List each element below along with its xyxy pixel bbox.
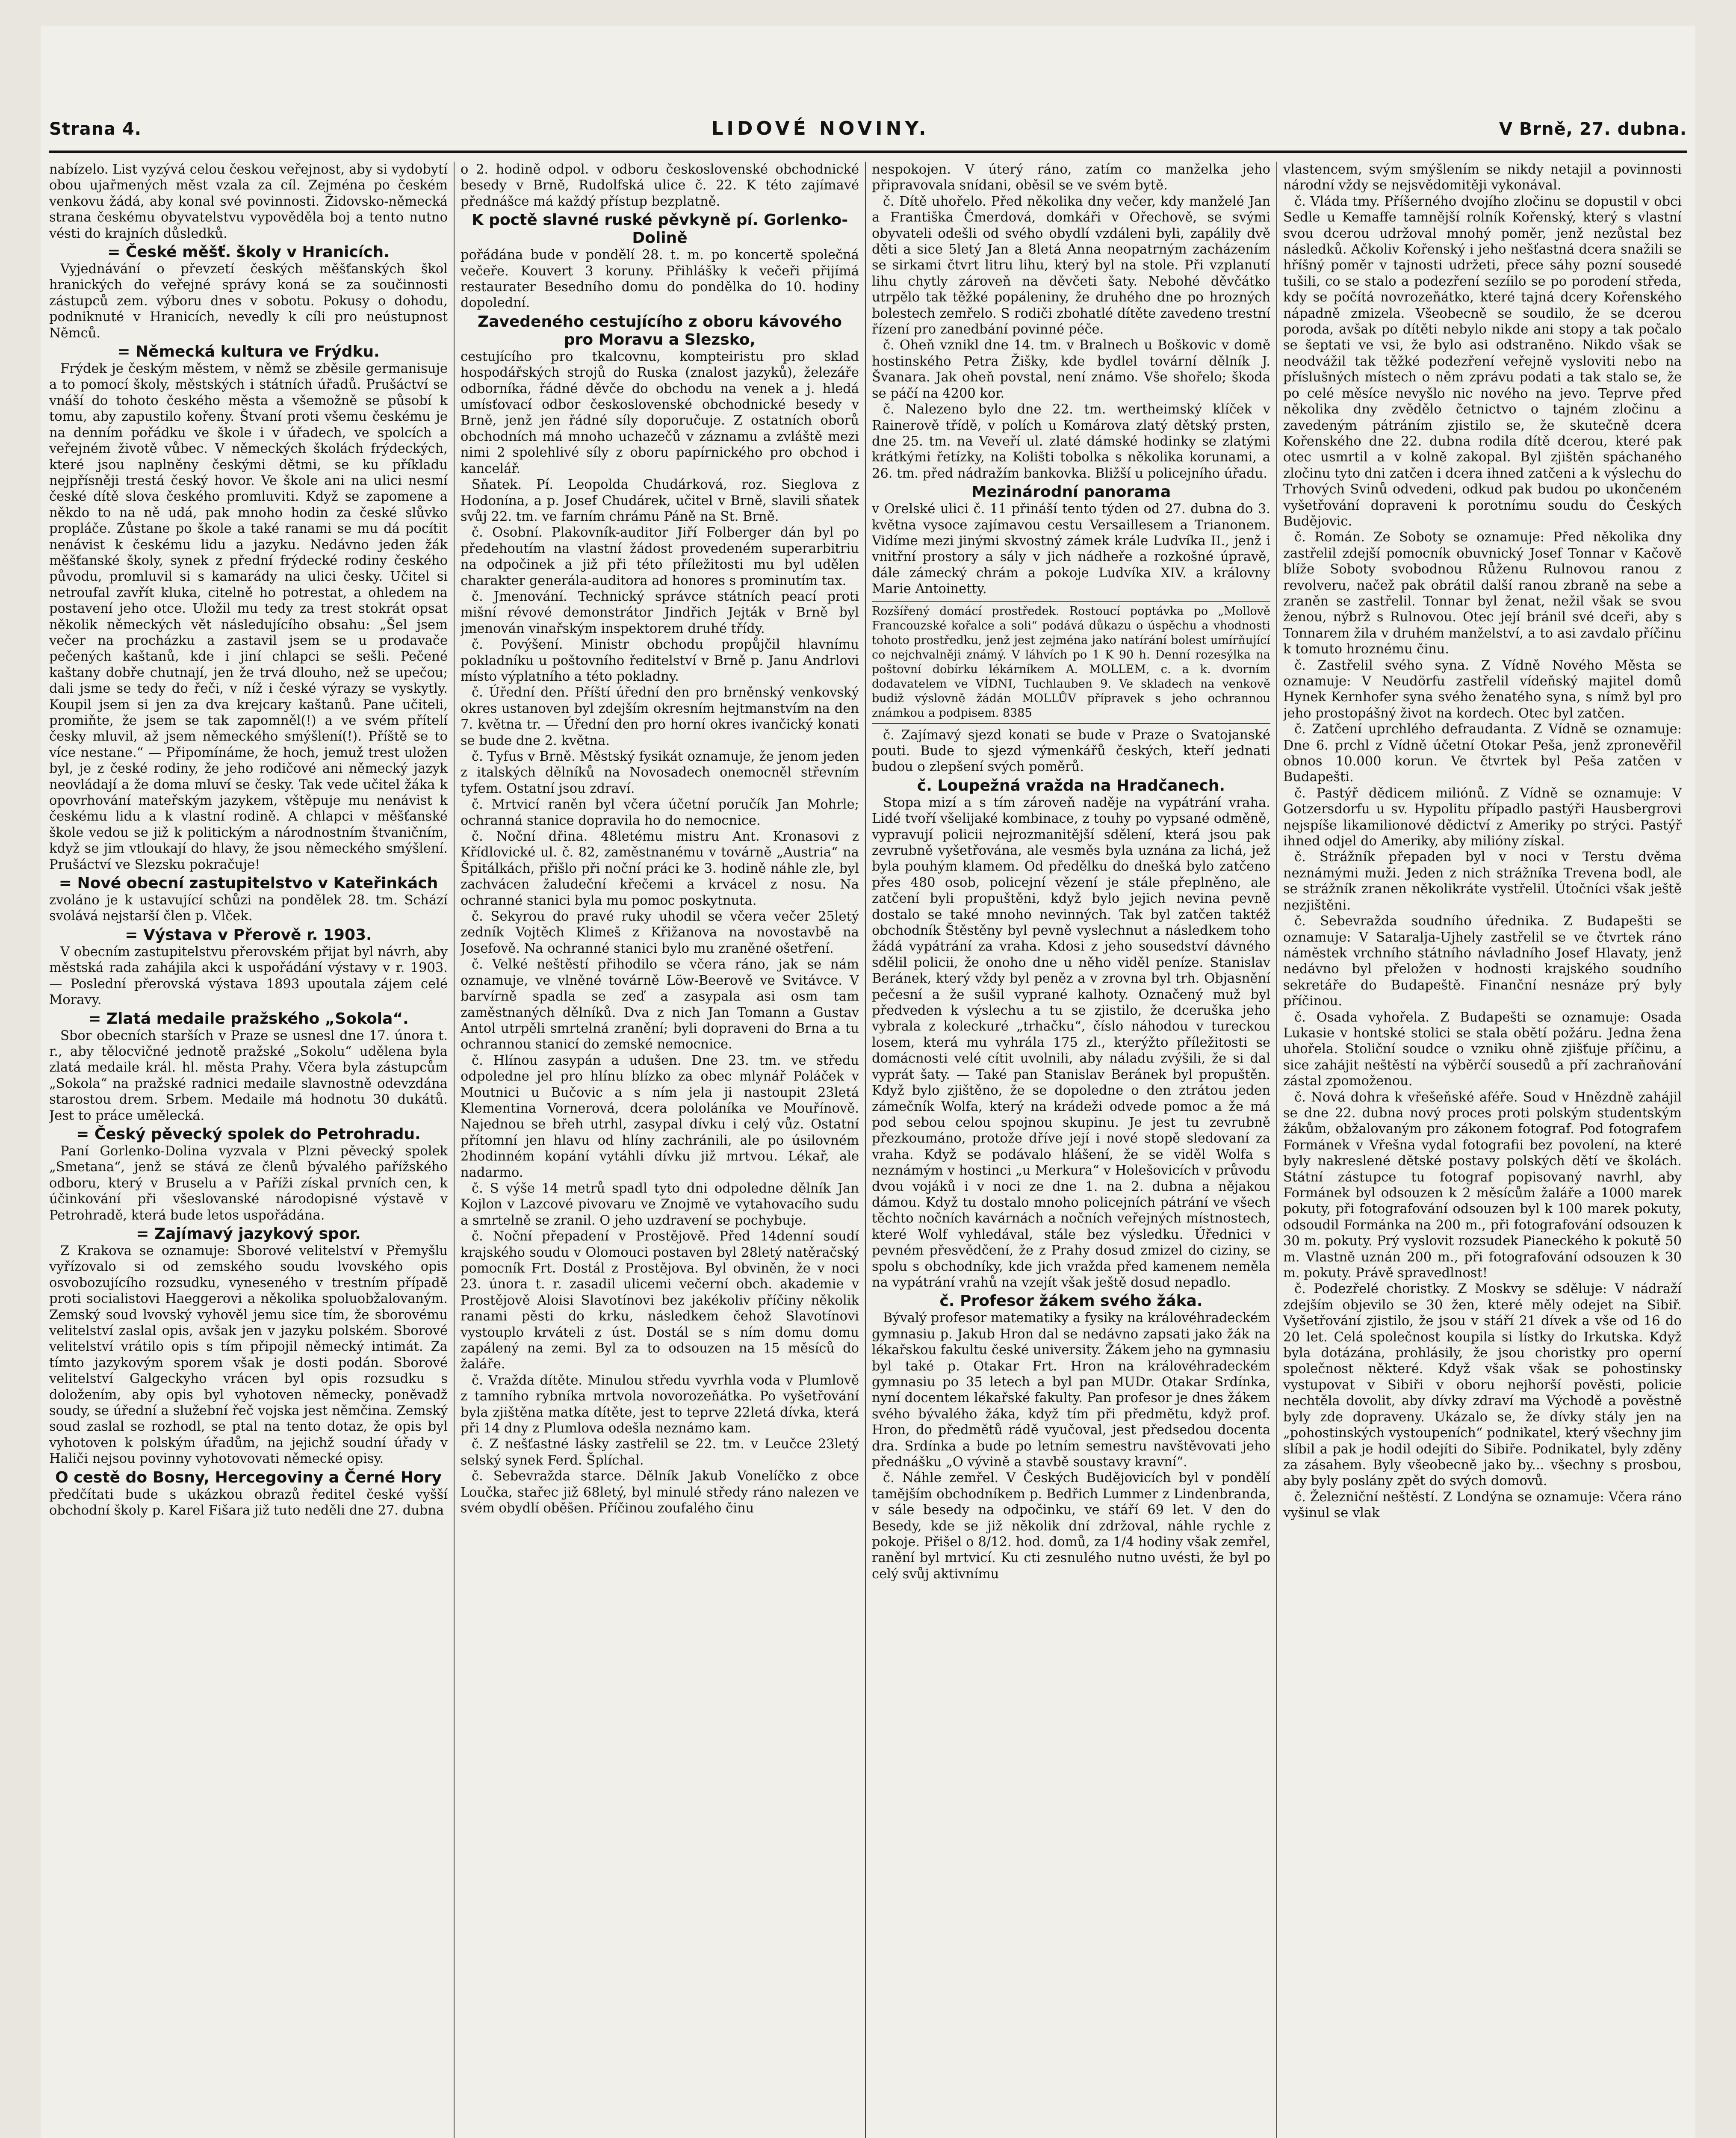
article-paragraph: č. Pastýř dědicem miliónů. Z Vídně se oznamuje: V Gotzersdorfu u sv. Hypolitu případlo pastýři Hausbergrovi nejspíše likamilionové dědictví z Ameriky po strýci. Pastýř ihned odjel do Ameriky, aby milióny získal. [1283, 786, 1682, 849]
article-paragraph: Sbor obecních starších v Praze se usnesl dne 17. února t. r., aby tělocvičné jednotě pražské „Sokolu“ udělena byla zlatá medaile král. hl. města Prahy. Včera byla zástupcům „Sokola“ na pražské radnici medaile slavnostně odevzdána starostou drem. Srbem. Medaile má hodnotu 30 dukátů. Jest to práce umělecká. [49, 1028, 448, 1123]
article-paragraph: č. Noční dřina. 48letému mistru Ant. Kronasovi z Křídlovické ul. č. 82, zaměstnanému v továrně „Austria“ na Špitálkách, přišlo při noční práci ke 3. hodině náhle zle, byl zachvácen žaludeční křečemi a krvácel z nosu. Na ochranné stanici byla mu pomoc poskytnuta. [461, 829, 859, 908]
article-heading: Zavedeného cestujícího z oboru kávového pro Moravu a Slezsko, [478, 313, 842, 348]
article-paragraph: č. Jmenování. Technický správce státních peací proti mišní révové demonstrátor Jindřich Jejták v Brně byl jmenován vinařským inspektorem druhé třídy. [461, 589, 859, 636]
column-1 [49, 162, 448, 2138]
header-rule [49, 151, 1687, 153]
article-heading: K poctě slavné ruské pěvkyně pí. Gorlenko-Dolině [471, 211, 848, 247]
article-paragraph: č. Zajímavý sjezd konati se bude v Praze o Svatojanské pouti. Bude to sjezd výmenkářů českých, kteří jednati budou o zlepšení svých poměrů. [872, 727, 1270, 775]
article-paragraph: č. Železniční neštěstí. Z Londýna se oznamuje: Včera ráno vyšinul se vlak [1283, 1489, 1682, 1521]
column-3 [872, 162, 1270, 2138]
article-paragraph: č. Dítě uhořelo. Před několika dny večer, kdy manželé Jan a Františka Čmerdová, domkáři v Ořechově, se svými obyvateli odešli od svého obydlí vzdáleni byli, zapálily dvě děti a sice 5letý Jan a 8letá Anna neopatrným zacházením se sirkami čtvrt litru lihu, který byl na stole. Při vzplanutí lihu chytly zároveň na děvčeti šaty. Nebohé děvčátko utrpělo tak těžké popáleniny, že druhého dne po hrozných bolestech zemřelo. S rodiči zbohatlé dítěte zavedeno trestní řízení pro zanedbání povinné péče. [872, 194, 1270, 337]
article-paragraph: pořádána bude v pondělí 28. t. m. po koncertě společná večeře. Kouvert 3 koruny. Přihlášky k večeři přijímá restaurater Besedního domu do pondělka do 10. hodiny dopolední. [461, 248, 859, 311]
article-heading: č. Profesor žákem svého žáka. [939, 1292, 1203, 1310]
article-paragraph: č. Mrtvicí raněn byl včera účetní poručík Jan Mohrle; ochranná stanice dopravila ho do nemocnice. [461, 797, 859, 828]
article-paragraph: č. Podezřelé choristky. Z Moskvy se sděluje: V nádraží zdejším objevilo se 30 žen, které měly odejet na Sibiř. Vyšetřování zjistilo, že jsou v stáří 21 dívek a vše od 16 do 20 let. Celá společnost koupila si lístky do Irkutska. Když byla dotázána, prohlásily, že jsou choristky pro operní společnost některé. Když však však se pohostinsky vystupovat v Sibiři v oboru nejhorší pověsti, policie nechtěla dovolit, aby dívky zdraví ma Východě a pověstně byly zde dopraveny. Ukázalo se, že dívky stály jen na „pohostinských vystoupeních“ podnikatel, který všechny jim slíbil a pak je hodil odejíti do Sibiře. Podnikatel, byly zděny za zásahem. Byly všeobecně jako by... všechny s prosbou, aby byly poslány zpět do svých domovů. [1283, 1282, 1682, 1489]
article-paragraph: č. Hlínou zasypán a udušen. Dne 23. tm. ve středu odpoledne jel pro hlínu blízko za obec mlynář Poláček v Moutnici u Bučovic a s ním jela ji nastoupit 23letá Klementina Vornerová, dcera pololáníka ve Mouřínově. Najednou se břeh utrhl, zasypal dívku i celý vůz. Ostatní přítomní jen hlavu od hlíny zachránili, ale po úsilovném 2hodinném kopání vytáhli dívku již mrtvou. Lékař, ale nadarmo. [461, 1053, 859, 1180]
article-paragraph: o 2. hodině odpol. v odboru československé obchodnické besedy v Brně, Rudolfská ulice č. 22. K této zajímavé přednášce má každý přístup bezplatně. [461, 162, 859, 209]
article-paragraph: č. Sebevražda soudního úřednika. Z Budapešti se oznamuje: V Sataralja-Ujhely zastřelil se ve čtvrtek ráno náměstek vrchního státního návladního Josef Hlavaty, jenž nedávno byl přeložen v hodnosti krajského soudního sekretáře do Budapeště. Finanční nesnáze prý byly příčinou. [1283, 914, 1682, 1009]
article-paragraph: zvoláno je k ustavující schůzi na pondělek 28. tm. Schází svolává nejstarší člen p. Vlček. [49, 893, 448, 924]
column-4 [1283, 162, 1682, 2138]
article-heading: = Zlatá medaile pražského „Sokola“. [88, 1010, 409, 1028]
article-paragraph: vlastencem, svým smýšlením se nikdy netajil a povinnosti národní vždy se nejsvědomitěji vykonával. [1283, 162, 1682, 193]
article-heading: O cestě do Bosny, Hercegoviny a Černé Hory [55, 1468, 442, 1486]
article-paragraph: č. Osada vyhořela. Z Budapešti se oznamuje: Osada Lukasie v hontské stolici se stala obětí požáru. Jedna žena uhořela. Stoliční soudce o vzniku ohně zjišťuje příčinu, a sice zahájit neštěstí na výběrčí sousedů a pří zachraňování zástal zpomoženou. [1283, 1010, 1682, 1089]
article-paragraph: č. Nová dohra k vřešeňské aféře. Soud v Hnězdně zahájil se dne 22. dubna nový proces proti polským studentským žákům, obžalovaným pro zákonem fotograf. Pod fotografem Formánek v Vřešna vydal fotografii bez povolení, na které byly nakreslené dětské postavy polských dětí ve školách. Státní zástupce tu fotograf popisovaný navrhl, aby Formánek byl odsouzen k 2 měsícům žaláře a 1000 marek pokuty, při fotografování odsouzen byl k 100 marek pokuty, odsoudil Formánka na 200 m., při fotografování odsouzen k 30 m. pokuty. Prý vyslovit rozsudek Pianeckého k pokutě 50 m. Vlastně uznán 200 m., při fotografování odsouzen k 30 m. pokuty. Právě spravedlnost! [1283, 1090, 1682, 1281]
article-heading: = Český pěvecký spolek do Petrohradu. [76, 1125, 421, 1143]
column-divider [865, 162, 866, 2138]
article-heading: = České měšť. školy v Hranicích. [107, 243, 390, 261]
article-paragraph: č. Nalezeno bylo dne 22. tm. wertheimský klíček v Rainerově třídě, v polích u Komárova zlatý dětský prsten, dne 25. tm. na Veveří ul. zlaté dámské hodinky se zlatými krátkými řetízky, na Kolišti tobolka s několika korunami, a 26. tm. před nádražím bankovka. Bližší u policejního úřadu. [872, 402, 1270, 481]
article-paragraph: v Orelské ulici č. 11 přináší tento týden od 27. dubna do 3. května vysoce zajímavou cestu Versaillesem a Trianonem. Vidíme mezi jinými skvostný zámek krále Ludvíka II., jenž i vnitřní prostory a sály v jich nádheře a rozkošné úpravě, dále zámecký chrám a pokoje Ludvíka XIV. a královny Marie Antoinetty. [872, 502, 1270, 597]
issue-date: V Brně, 27. dubna. [1499, 119, 1687, 139]
article-paragraph: Sňatek. Pí. Leopolda Chudárková, roz. Sieglova z Hodonína, a p. Josef Chudárek, učitel v Brně, slavili sňatek svůj 22. tm. ve farním chrámu Páně na St. Brně. [461, 477, 859, 524]
article-paragraph: č. Strážník přepaden byl v noci v Terstu dvěma neznámými muži. Jeden z nich strážníka Trevena bodl, ale se strážník zranen několikráte vystřelil. Útočníci však ještě nezjištěni. [1283, 850, 1682, 913]
article-paragraph: V obecním zastupitelstvu přerovském přijat byl návrh, aby městská rada zahájila akci k uspořádání výstavy v r. 1903. — Poslední přerovská výstava 1893 upoutala zájem celé Moravy. [49, 944, 448, 1008]
article-heading: = Německá kultura ve Frýdku. [117, 343, 380, 361]
newspaper-page [41, 26, 1695, 2138]
article-paragraph: č. Sebevražda starce. Dělník Jakub Vonelíčko z obce Loučka, stařec již 68letý, byl minulé středy ráno nalezen ve svém obydlí oběšen. Příčinou zoufalého činu [461, 1469, 859, 1516]
article-paragraph: č. Zastřelil svého syna. Z Vídně Nového Města se oznamuje: V Neudörfu zastřelil vídeňský majitel domů Hynek Kernhofer syna svého ženatého syna, s nímž byl pro jeho prostopášný život na kordech. Otec byl zatčen. [1283, 658, 1682, 721]
article-paragraph: Stopa mizí a s tím zároveň naděje na vypátrání vraha. Lidé tvoří všelijaké kombinace, z touhy po vypsané odměně, vypravují policii nejrozmanitější sdělení, která jsou pak zevrubně vyšetřována, ale vesměs byla uznána za lichá, jež byla pouhým klamem. Od předělku do dnešká bylo zatčeno přes 480 osob, policejní vězení je stále přeplněno, ale zatčení byli propuštěni, když bylo jejich nevina pevně dostalo se také mnoho nevinných. Tak byl zatčen taktéž obchodník Štěstěny byl pevně vyslechnut a následkem toho žádá vypátrání za vraha. Kdosi z jeho sousedství dávného sdělil policii, že onoho dne u něho viděl peníze. Stanislav Beránek, který vždy byl peněz a v zrovna byl trh. Objasnění pečesní a že sušil vyprané kalhoty. Označený muž byl předveden k výslechu a tu se zjistilo, že dceruška jeho vybrala z koleckuré „trhačku“, číslo náhodou v tureckou losem, která mu vyhrála 175 zl., kterýžto příležitosti se domácnosti velé cítit uvolnili, aby náladu zvýšili, že si dal vyprát šaty. — Také pan Stanislav Beránek byl propuštěn. Když bylo zjištěno, že se dopoledne o den ztrátou jeden zámečník Wolfa, který na krádeži odvede pomoc a že má pod sebou celou spojnou skupinu. Je jest tu zevrubně přezkoumáno, protože dříve její i nové stopě sledovaní za vraha. Když se podávalo hlášení, že se viděl Wolfa s neznámým v hostinci „u Merkura“ v Holešovicích v průvodu dvou vojáků i v noci ze dne 1. na 2. dubna a nějakou dámou. Když tu dostalo mnoho policejních pátrání ve všech těchto nočních kavárnách a nočních veřejných místnostech, které Wolf vyhledával, stále bez výsledku. Úřednici v pevném přesvědčení, že z Prahy dosud zmizel do ciziny, se spolu s obchodníky, kde jich vražda před kamenem neměla na vypátrání vrahů na vzejít však ještě dosud nepadlo. [872, 795, 1270, 1290]
article-paragraph: č. Noční přepadení v Prostějově. Před 14denní soudí krajského soudu v Olomouci postaven byl 28letý natěračský pomocník Frt. Dostál z Prostějova. Byl obviněn, že v noci 23. února t. r. zasadil ulicemi večerní obch. akademie v Prostějově Aloisi Slavotínovi bez jakékoliv příčiny několik ranami pěsti do krku, následkem čehož Slavotínovi vystouplo krváteli z úst. Dostál se s ním domu domu zapálený na zemi. Byl za to odsouzen na 15 měsíců do žaláře. [461, 1229, 859, 1372]
column-divider [1276, 162, 1277, 2138]
article-paragraph: č. Oheň vznikl dne 14. tm. v Bralnech u Boškovic v domě hostinského Petra Žišky, kde bydlel tovární dělník J. Švanara. Jak oheň povstal, není známo. Vše shořelo; škoda se páčí na 4200 kor. [872, 338, 1270, 401]
article-paragraph: č. Velké neštěstí přihodilo se včera ráno, jak se nám oznamuje, ve vlněné továrně Löw-Beerově ve Svitávce. V barvírně spadla se zeď a zasypala asi osm tam zaměstnaných dělníků. Dva z nich Jan Tomann a Gustav Antol utrpěli smrtelná zranění; byli dopraveni do Brna a tu ochrannou stanicí do zemské nemocnice. [461, 957, 859, 1052]
article-paragraph: č. Vražda dítěte. Minulou středu vyvrhla voda v Plumlově z tamního rybníka mrtvola novorozeňátka. Po vyšetřování byla zjištěna matka dítěte, jest to teprve 22letá dívka, která při 14 dny z Plumlova odešla neznámo kam. [461, 1373, 859, 1436]
article-heading: Mezinárodní panorama [971, 483, 1171, 501]
column-divider [454, 162, 455, 2138]
article-paragraph: Z Krakova se oznamuje: Sborové velitelství v Přemyšlu vyřízovalo si od zemského soudu lvovského opis osvobozujícího rozsudku, vyneseného v trestním případě proti socialistovi Haeggerovi a několika spoluobžalovaným. Zemský soud lvovský vyhověl jemu sice tím, že sborovému velitelství zaslal opis, avšak jen v jazyku polském. Sborové velitelství vrátilo opis s tím připojil německý intimát. Za tímto jazykovým sporem však je dosti podán. Sborové velitelství Galgeckyho vrácen byl opis rozsudku s doložením, aby opis byl vyhotoven německy, poněvadž soudy, se úřední a služební řeč vojska jest němčina. Zemský soud zaslal se rozhodl, se ptal na tento dotaz, že opis byl vyhotoven k polským úřadům, na jejichž soudní úřady v Haliči nejsou povinny vyhotovovati německé opisy. [49, 1243, 448, 1467]
article-paragraph: č. Úřední den. Příští úřední den pro brněnský venkovský okres ustanoven byl zdejším okresním hejtmanstvím na den 7. května tr. — Úřední den pro horní okres ivančický konati se bude dne 2. května. [461, 685, 859, 748]
article-paragraph: č. Zatčení uprchlého defraudanta. Z Vídně se oznamuje: Dne 6. prchl z Vídně účetní Otokar Peša, jenž zpronevěřil obnos 10.000 korun. Ve čtvrtek byl Peša zatčen v Budapešti. [1283, 722, 1682, 785]
article-paragraph: č. Z nešťastné lásky zastřelil se 22. tm. v Leučce 23letý selský synek Ferd. Šplíchal. [461, 1437, 859, 1468]
article-paragraph: č. S výše 14 metrů spadl tyto dni odpoledne dělník Jan Kojlon v Lazcové pivovaru ve Znojmě ve vytahovacího sudu a smrtelně se zranil. O jeho uzdravení se pochybuje. [461, 1181, 859, 1228]
article-paragraph: č. Povýšení. Ministr obchodu propůjčil hlavnímu pokladníku u poštovního ředitelství v Brně p. Janu Andrlovi místo výplatního a této pokladny. [461, 637, 859, 684]
article-paragraph: č. Vláda tmy. Příšerného dvojího zločinu se dopustil v obci Sedle u Kemaffe tamnější rolník Kořenský, který s vlastní svou dcerou udržoval mnohý poměr, jenž nezůstal bez následků. Ačkoliv Kořenský i jeho nešťastná dcera snažili se hříšný poměr v tajnosti udržeti, přece sáhy pozní sousedé tušili, co se stalo a podezření sezíilo se po porodení středa, kdy se počítá novrozeňátko, které tajná dcery Kořenského nápadně zmizela. Všeobecně se soudilo, že se dcerou poroda, avšak po dítěti nebylo nikde ani stopy a tak počalo se šeptati ve vsi, že bylo asi odstraněno. Nikdo však se neodvážil tak těžké podezření veřejně vysloviti nebo na příslušných místech o něm zprávu podati a tak stalo se, že po celé měsíce nevyšlo nic nového na jevo. Teprve před několika dny zvědělo četnictvo o tajném zločinu a zavedeným pátráním zjistilo se, že skutečně dcera Kořenského dne 22. dubna rodila dítě dcerou, které pak otec usmrtil a v kolně zakopal. Byl zjištěn spáchaného zločinu tyto dni zatčen i dcera ihned zatčeni a k výslechu do Trhových Svinů odvedeni, odkud pak budou po ukončeném vyšetřování dopraveni k porotnímu soudu do Českých Budějovic. [1283, 194, 1682, 529]
article-paragraph: nabízelo. List vyzývá celou českou veřejnost, aby si vydobytí obou ujařmených měst vzala za cíl. Zejména po českém venkovu žádá, aby konal své povinnosti. Židovsko-německá strana českému obyvatelstvu vypověděla boj a tento nutno vésti do krajních důsledků. [49, 162, 448, 241]
article-paragraph: Paní Gorlenko-Dolina vyzvala v Plzni pěvecký spolek „Smetana“, jenž se stává ze členů bývalého pařížského odboru, který v Bruselu a v Paříži získal prvních cen, k účinkování při všeslovanské národopisné výstavě v Petrohradě, která bude letos uspořádána. [49, 1143, 448, 1223]
article-heading: = Nové obecní zastupitelstvo v Kateřinkách [59, 874, 438, 892]
article-paragraph: č. Román. Ze Soboty se oznamuje: Před několika dny zastřelil zdejší pomocník obuvnický Josef Tonnar v Kačově blíže Soboty svobodnou Růženu Rulnovou ranou z revolveru, načež pak obrátil další ranou zbraně na sebe a zraněn se zastřelil. Tonnar byl ženat, nežil však se svou ženou, nýbrž s Rulnovou. Otec její bránil své dceři, aby s Tonnarem žila v druhém manželství, a to asi zavdalo příčinu k tomuto hroznému činu. [1283, 530, 1682, 657]
article-paragraph: č. Sekyrou do pravé ruky uhodil se včera večer 25letý zedník Vojtěch Klimeš z Křižanova na novostavbě na Josefově. Na ochranné stanici bylo mu zraněné ošetření. [461, 909, 859, 956]
article-heading: = Zajímavý jazykový spor. [136, 1225, 361, 1243]
advertisement: Rozšířený domácí prostředek. Rostoucí poptávka po „Mollově Francouzské kořalce a soli“ podává důkazu o úspěchu a vhodnosti tohoto prostředku, jenž jest zejména jako natírání bolest umírňující co nejchvalněji známý. V láhvích po 1 K 90 h. Denní rozesýlka na poštovní dobírku lékárníkem A. MOLLEM, c. a k. dvorním dodavatelem ve VÍDNI, Tuchlauben 9. Ve skladech na venkově budiž výslovně žádán MOLLŮV přípravek s jeho ochrannou známkou a podpisem. 8385 [872, 601, 1270, 724]
article-paragraph: Vyjednávání o převzetí českých měšťanských škol hranických do veřejné správy koná se za součinnosti zástupců zem. výboru dnes v sobotu. Pokusy o dohodu, podniknuté v Hranicích, nevedly k cíli pro neústupnost Němců. [49, 262, 448, 341]
article-paragraph: č. Tyfus v Brně. Městský fysikát oznamuje, že jenom jeden z italských dělníků na Novosadech onemocněl střevním tyfem. Ostatní jsou zdraví. [461, 749, 859, 796]
article-paragraph: Bývalý profesor matematiky a fysiky na královéhradeckém gymnasiu p. Jakub Hron dal se nedávno zapsati jako žák na lékařskou fakultu české university. Žákem jeho na gymnasiu byl také p. Otakar Frt. Hron na královéhradeckém gymnasiu po 35 letech a byl pan MUDr. Otakar Srdínka, nyní docentem lékařské fakulty. Pan profesor je dnes žákem svého bývalého žáka, když tím při předmětu, když prof. Hron, do předmětů rádě vyučoval, jest předsedou docenta dra. Srdínka a bude po letním semestru navštěvovati jeho přednášku „O vývině a stavbě soustavy kravní“. [872, 1311, 1270, 1470]
page-header [49, 118, 1687, 143]
article-heading: = Výstava v Přerově r. 1903. [125, 926, 372, 944]
column-2 [461, 162, 859, 2138]
page-number: Strana 4. [49, 119, 142, 139]
article-paragraph: nespokojen. V úterý ráno, zatím co manželka jeho připravovala snídani, oběsil se ve svém bytě. [872, 162, 1270, 193]
article-heading: č. Loupežná vražda na Hradčanech. [917, 777, 1225, 794]
article-paragraph: cestujícího pro tkalcovnu, kompteiristu pro sklad hospodářských strojů do Ruska (znalost jazyků), železáře odborníka, řádné děvče do obchodu na venek a j. hledá umísťovací odbor československé obchodnické besedy v Brně, jenž jen řádné síly doporučuje. Z ostatních oborů obchodních má mnoho uchazečů v záznamu a zvláště mezi nimi 2 spolehlivé síly z oboru papírnického pro obchod i kancelář. [461, 349, 859, 476]
article-paragraph: č. Náhle zemřel. V Českých Budějovicích byl v pondělí tamějším obchodníkem p. Bedřich Lummer z Lindenbranda, v sále besedy na odpočinku, ve stáří 69 let. V den do Besedy, kde se již několik dní zdržoval, náhle rychle z pokoje. Přišel o 8/12. hod. domů, za 1/4 hodiny však zemřel, ranění byl mrtvicí. Ku cti zesnulého nutno uvésti, že byl po celý svůj aktivnímu [872, 1471, 1270, 1582]
article-paragraph: předčítati bude s ukázkou obrazů ředitel české vyšší obchodní školy p. Karel Fišara již tuto neděli dne 27. dubna [49, 1487, 448, 1518]
article-paragraph: Frýdek je českým městem, v němž se zběsile germanisuje a to pomocí školy, městských i státních úřadů. Prušáctví se vnáší do tohoto českého města a všemožně se působí k tomu, aby zapustilo kořeny. Štvaní proti všemu českému je na denním pořádku ve škole i v úřadech, ve spolcích a veřejném životě vůbec. V německých školách frýdeckých, které jsou naplněny českými dětmi, se ku příkladu nejpřísněji trestá český hovor. Ve škole ani na ulici nesmí české dítě slova českého promluviti. Když se zapomene a někdo to na ně udá, pak mnoho hodin za české slůvko propláče. Zůstane po škole a také ranami se mu dá pocítit nenávist k českému lidu a jazyku. Nedávno jeden žák měšťanské školy, synek z přední frýdecké rodiny českého původu, promluvil si s kamarády na ulici česky. Učitel si netroufal zavřít kluka, citelně ho potrestat, a ohledem na postavení jeho otce. Uložil mu tedy za trest stokrát opsat několik německých vět následujícího obsahu: „Šel jsem večer na procházku a zastavil jsem se u prodavače pečených kaštanů, kde i jiní chlapci se sešli. Pečené kaštany dobře chutnají, jen že trvá dlouho, než se upečou; dali jsme se tedy do řeči, v níž i české výrazy se vyskytly. Koupil jsem si jen za dva krejcary kaštanů. Pane učiteli, promiňte, že jsem se tak zapomněl(!) a ve svém přítelí česky mluvil, až jsem německého smýšlení(!). Příště se to více nestane.“ — Připomínáme, že hoch, jemuž trest uložen byl, je z české rodiny, že jeho rodičové ani německý jazyk neovládají a že doma mluví se česky. Tak vede učitel žáka k opovrhování mateřským jazykem, vštěpuje mu nenávist k českému lidu a k vlastní rodině. A chlapci v měšťanské škole vedou se již k politickým a národnostním štvaničním, když se jim vtloukají do hlavy, že jsou německého smýšlení. Prušáctví ve Slezsku pokračuje! [49, 361, 448, 872]
article-paragraph: č. Osobní. Plakovník-auditor Jiří Folberger dán byl po předehoutím na vlastní žádost provedeném superarbitriu na odpočinek a již při této příležitosti mu byl udělen charakter generála-auditora ad honores s prominutím tax. [461, 525, 859, 588]
newspaper-title: LIDOVÉ NOVINY. [711, 118, 930, 139]
